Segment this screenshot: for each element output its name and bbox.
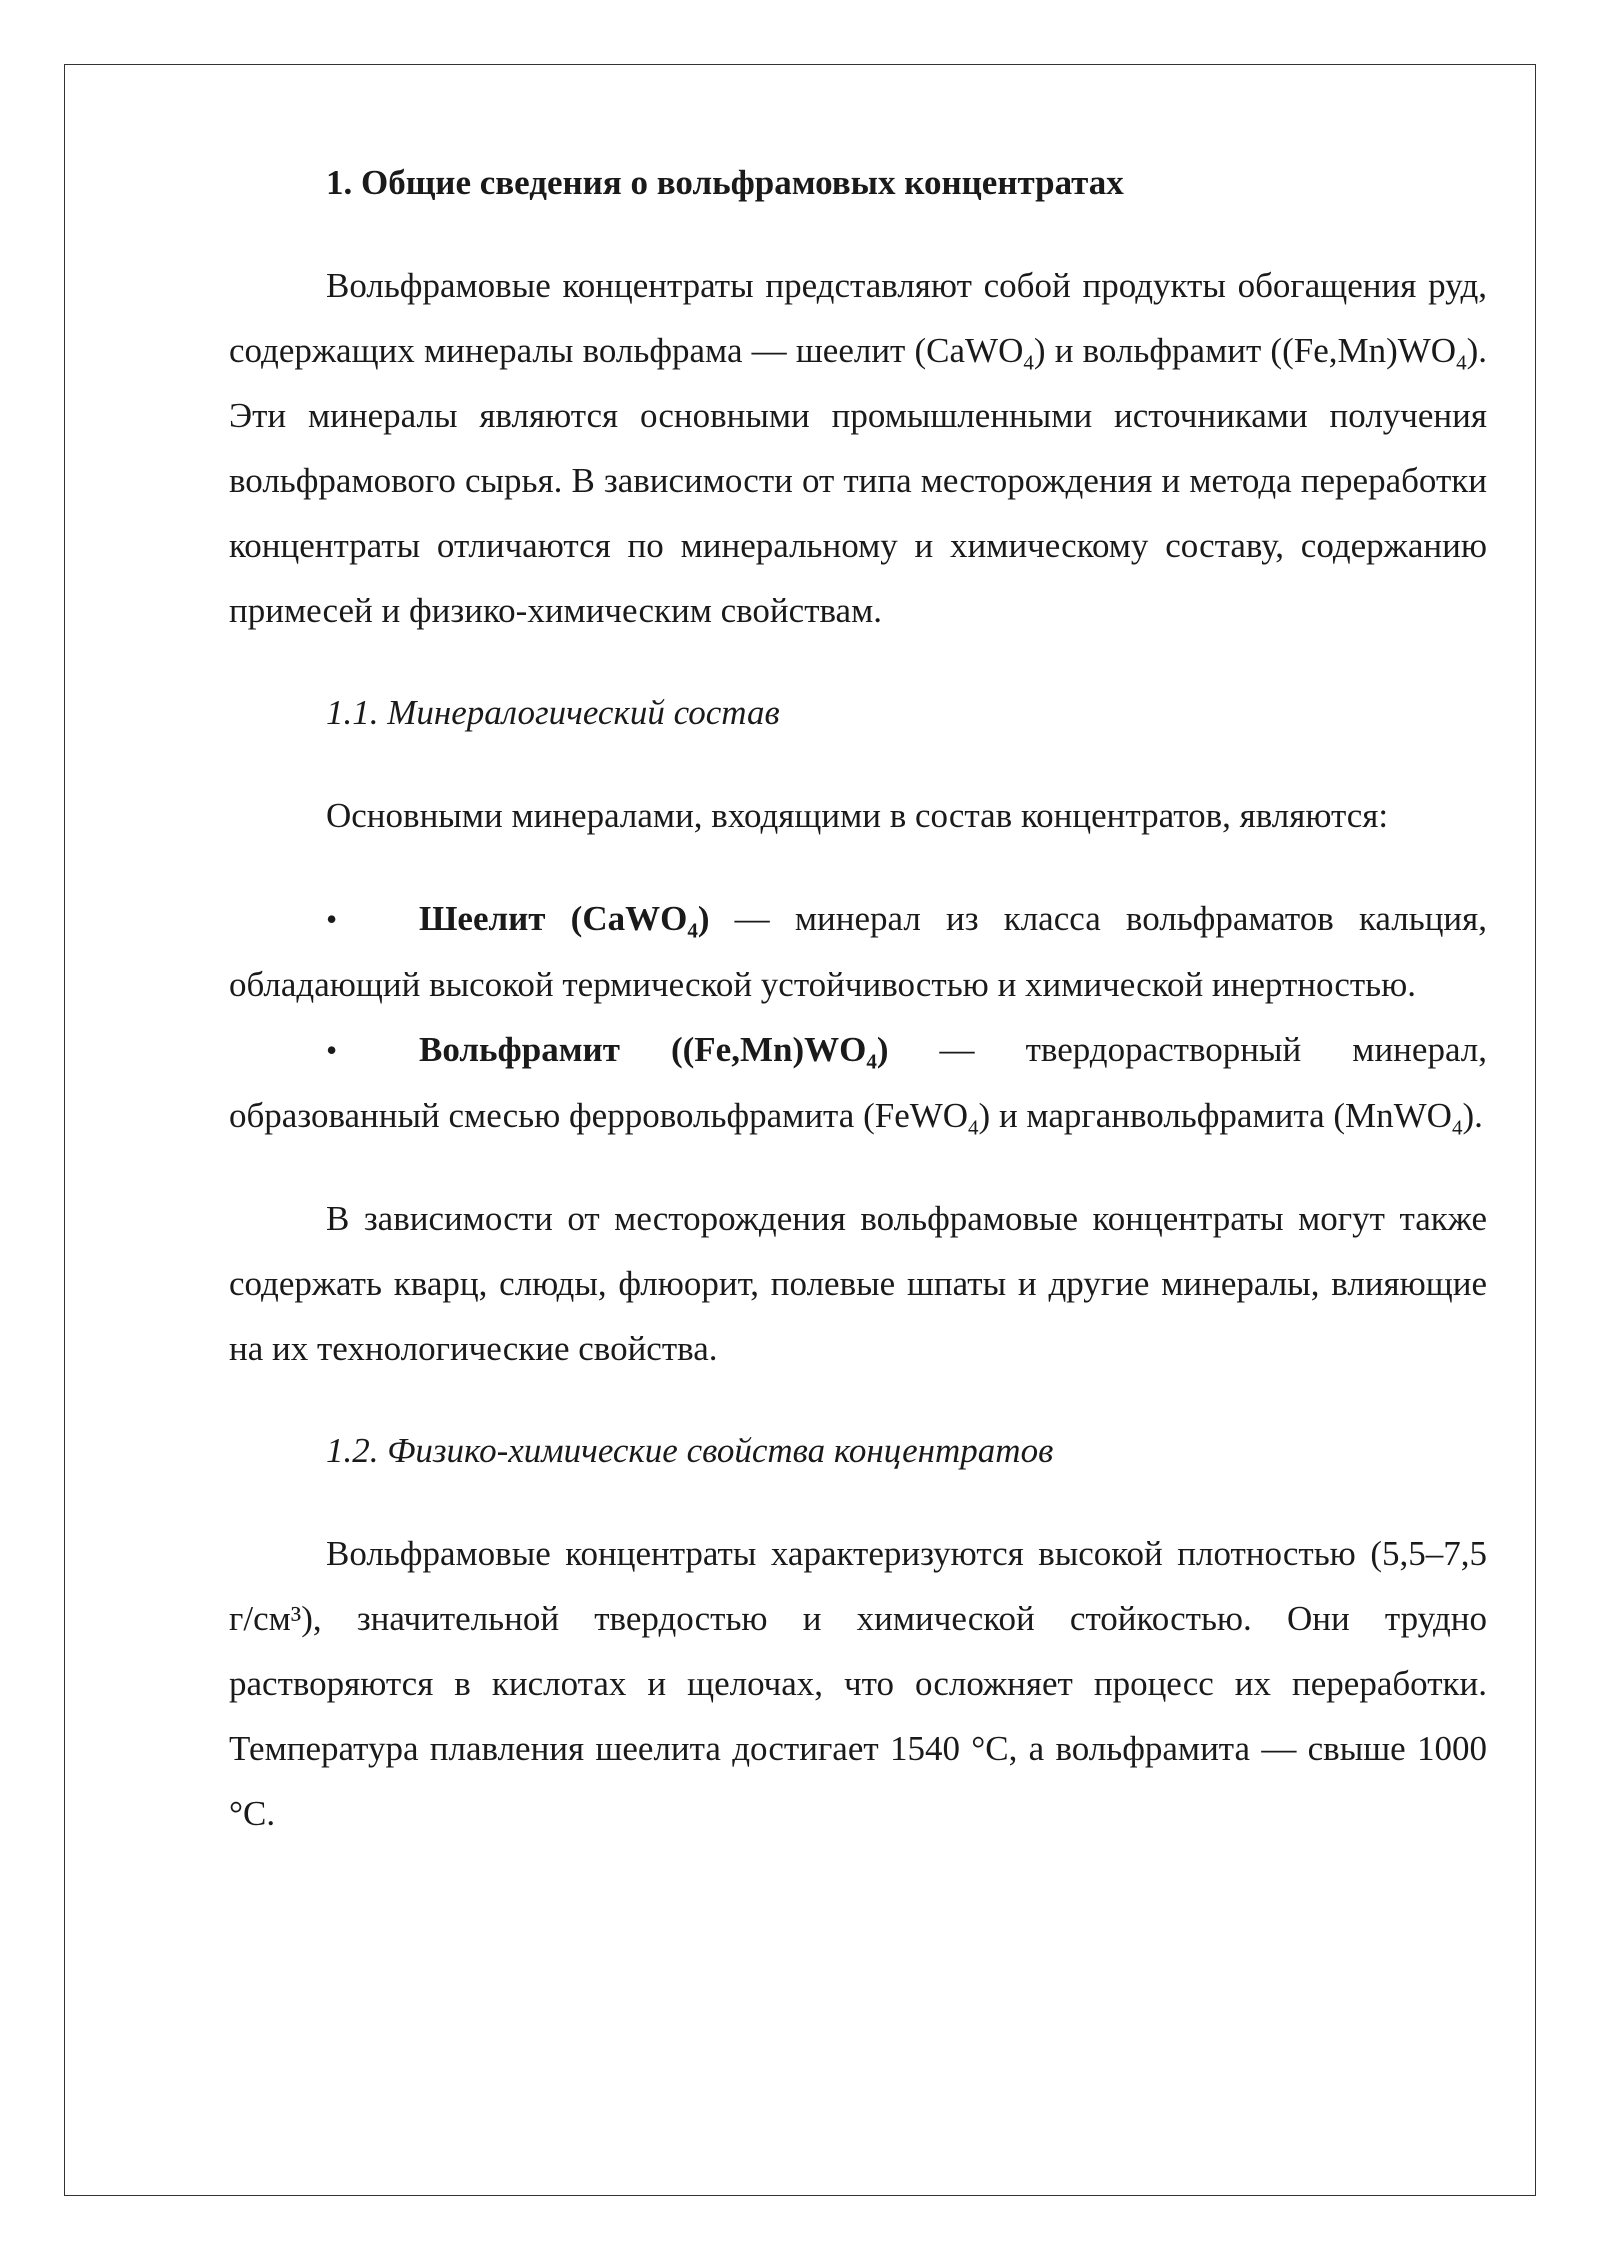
intro-paragraph: Вольфрамовые концентраты представляют собой продукты обогащения руд, содержащих минералы вольфрама — шеелит (CaWO$_4$) и вольфрамит $((Fe,Mn)WO_4)$. Эти минералы являются основными промышленными источниками получения вольфрамового сырья. В зависимости от типа месторождения и метода переработки концентраты отличаются по минеральному и химическому составу, содержанию примесей и физико-химическим свойствам. xyxy=(229,266,1487,630)
minerals-lead-paragraph: Основными минералами, входящими в состав концентратов, являются: xyxy=(326,796,1389,835)
section-heading: 1. Общие сведения о вольфрамовых концентратах xyxy=(326,163,1124,202)
additional-minerals-paragraph: В зависимости от месторождения вольфрамовые концентраты могут также содержать кварц, слюды, флюорит, полевые шпаты и другие минералы, влияющие на их технологические свойства. xyxy=(229,1199,1487,1368)
list-item-scheelite: •Шеелит (CaWO$_4$) — минерал из класса вольфраматов кальция, обладающий высокой термической устойчивостью и химической инертностью. xyxy=(229,886,1487,1017)
subsection-title-physicochemical-properties: 1.2. Физико-химические свойства концентратов xyxy=(326,1431,1054,1470)
properties-paragraph: Вольфрамовые концентраты характеризуются высокой плотностью (5,5–7,5 г/см³), значительной твердостью и химической стойкостью. Они трудно растворяются в кислотах и щелочах, что осложняет процесс их переработки. Температура плавления шеелита достигает 1540 °C, а вольфрамита — свыше 1000 °C. xyxy=(229,1534,1487,1833)
document-body xyxy=(229,150,1487,1846)
list-item-wolframite: •Вольфрамит $((Fe,Mn)WO_4)$ — твердорастворный минерал, образованный смесью ферровольфрамита (FeWO$_4$) и марганвольфрамита (MnWO$_4$). xyxy=(229,1017,1487,1148)
bullet-icon xyxy=(326,887,419,952)
subsection-title-mineral-composition: 1.1. Минералогический состав xyxy=(326,693,780,732)
bullet-icon xyxy=(326,1018,419,1083)
